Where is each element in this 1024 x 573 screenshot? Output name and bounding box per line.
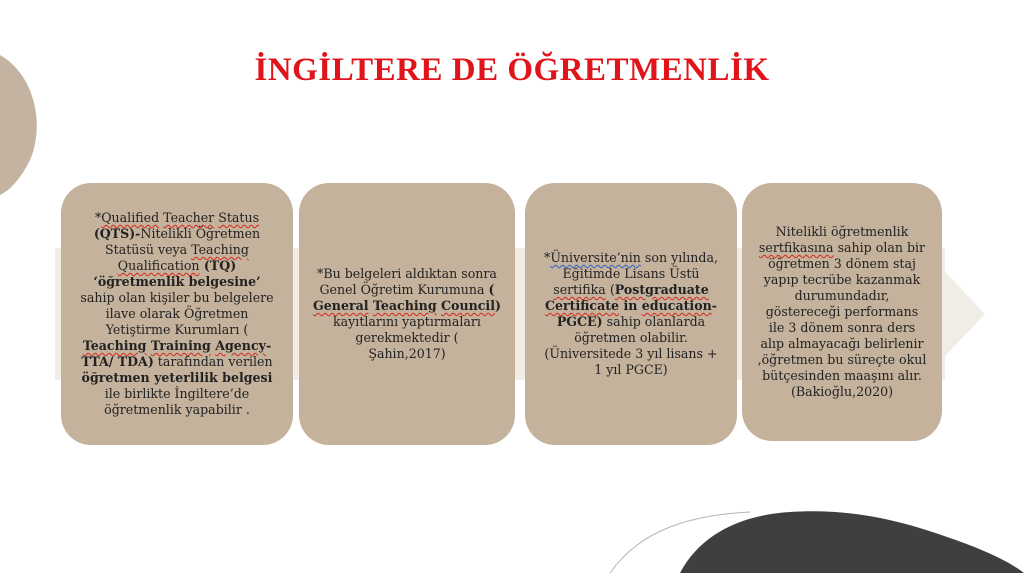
card-text-segment: in [619, 298, 642, 313]
card-text-segment: Certificate [544, 298, 620, 313]
card-text-segment: Teacher [163, 210, 215, 225]
bottom-dark-shape [680, 511, 1024, 573]
card-nitelikli-ogretmen [742, 183, 942, 441]
card-text-segment: sahip olan bir [833, 240, 926, 255]
card-text-segment: Genel Öğretim Kurumuna [319, 282, 489, 297]
card-text-segment: Council [441, 298, 495, 313]
card-text-segment: alıp almayacağı belirlenir [760, 336, 924, 351]
card-text-segment: sahip olanlarda [602, 314, 706, 329]
card-text-segment: Statüsü veya [105, 242, 192, 257]
card-text-segment: göstereceği performans [765, 304, 919, 319]
card-pgce [525, 183, 737, 445]
slide-title: İNGİLTERE DE ÖĞRETMENLİK [254, 52, 770, 88]
card-general-teaching-council [299, 183, 515, 445]
card-text [80, 210, 273, 418]
card-text-segment: kayıtlarını yaptırmaları [333, 314, 481, 329]
card-text-segment: durumundadır, [794, 288, 890, 303]
card-text-segment: - [265, 338, 272, 353]
card-text-segment: yapıp tecrübe kazanmak [763, 272, 921, 287]
card-text-segment: Teaching [191, 242, 249, 257]
card-text-segment: 1 yıl PGCE) [594, 362, 668, 377]
card-text-segment: * [544, 250, 551, 265]
card-text-segment: Nitelikli öğretmenlik [775, 224, 909, 239]
card-text-segment: *Bu belgeleri aldıktan sonra [317, 266, 497, 281]
card-text-segment: ,öğretmen bu süreçte okul [757, 352, 927, 367]
card-text-segment: öğretmen olabilir. [574, 330, 688, 345]
card-text-segment: Qualified [101, 210, 160, 225]
card-text-segment: ( [488, 282, 495, 297]
card-text [758, 224, 927, 400]
card-text-segment: ( [605, 282, 615, 297]
card-text-segment: Agency [215, 338, 266, 353]
card-text-segment: Training [150, 338, 211, 353]
card-text-segment: Eğitimde Lisans Üstü [562, 266, 700, 281]
card-text-segment: (Bakioğlu,2020) [790, 384, 894, 399]
card-text-segment: ile birlikte İngiltere’de [104, 386, 250, 401]
card-text-segment: öğretmenlik yapabilir . [104, 402, 250, 417]
card-text-segment: sertfikasına [758, 240, 834, 255]
card-text [313, 266, 501, 362]
card-text-segment: bütçesinden maaşını alır. [762, 368, 922, 383]
card-text-segment: Status [218, 210, 260, 225]
card-text-segment: Qualification [117, 258, 200, 273]
card-text-segment: (QTS)- [93, 226, 141, 241]
card-text-segment: öğretmen yeterlilik belgesi [81, 370, 273, 385]
card-text-segment: TTA/ TDA) [81, 354, 154, 369]
card-text-segment: ilave olarak Öğretmen [105, 306, 249, 321]
card-text-segment: Üniversite’nin [550, 250, 641, 265]
card-text-segment: Yetiştirme Kurumları ( [105, 322, 249, 337]
card-text-segment: sahip olan kişiler bu belgelere [80, 290, 274, 305]
card-text-segment: Teaching [82, 338, 147, 353]
card-text-segment: PGCE) [556, 314, 603, 329]
card-text [544, 250, 718, 378]
card-text-segment: education [641, 298, 712, 313]
card-text-segment: Nitelikli Öğretmen [140, 226, 261, 241]
card-qts [61, 183, 293, 445]
card-text-segment: - [711, 298, 717, 313]
card-text-segment: son yılında, [640, 250, 718, 265]
card-text-segment: ile 3 dönem sonra ders [768, 320, 916, 335]
card-text-segment: * [94, 210, 102, 225]
card-text-segment: Teaching [372, 298, 437, 313]
card-text-segment: sertifika [553, 282, 606, 297]
card-text-segment: (TQ) [199, 258, 237, 273]
card-text-segment: gerekmektedir ( [355, 330, 459, 345]
card-text-segment: Şahin,2017) [368, 346, 446, 361]
card-text-segment: ‘öğretmenlik belgesine’ [93, 274, 261, 289]
card-text-segment: tarafından verilen [153, 354, 273, 369]
card-text-segment: General [313, 298, 369, 313]
card-text-segment: Postgraduate [614, 282, 709, 297]
card-text-segment: öğretmen 3 dönem staj [768, 256, 916, 271]
card-text-segment: ) [495, 298, 501, 313]
card-text-segment: (Üniversitede 3 yıl lisans + [544, 346, 718, 361]
